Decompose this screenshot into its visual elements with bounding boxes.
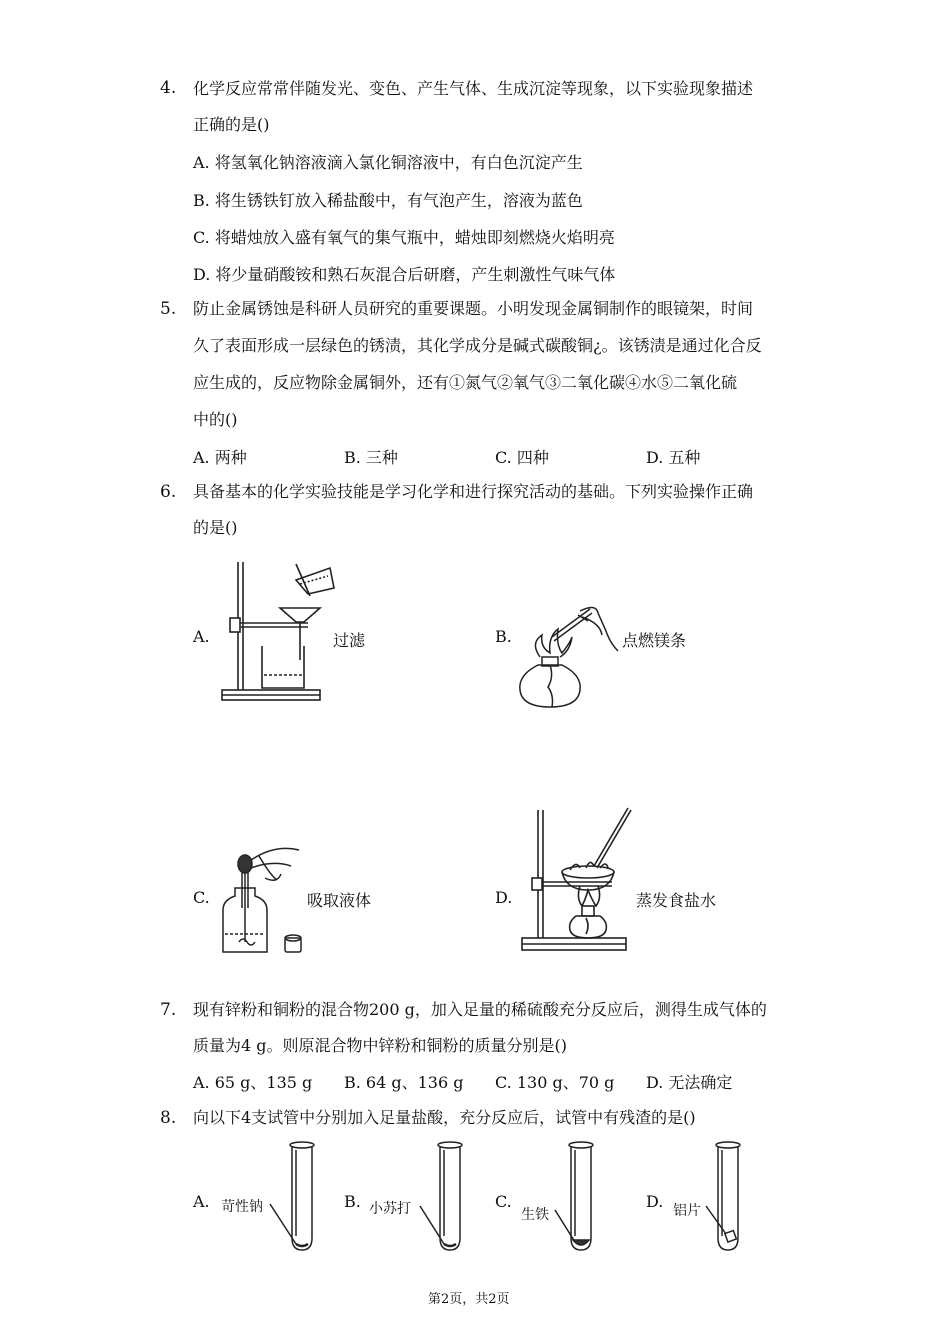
question-5-option-d: D. 五种: [646, 448, 701, 467]
filtration-apparatus-illustration: [218, 550, 338, 710]
question-6-line-1: 具备基本的化学实验技能是学习化学和进行探究活动的基础。下列实验操作正确: [193, 482, 754, 501]
figure-6c-caption: 吸取液体: [307, 891, 372, 910]
question-8-number: 8.: [160, 1108, 177, 1128]
question-4-option-c: C. 将蜡烛放入盛有氧气的集气瓶中，蜡烛即刻燃烧火焰明亮: [193, 228, 615, 247]
figure-6d-letter: D.: [495, 888, 513, 907]
question-5-line-2: 久了表面形成一层绿色的锈渍，其化学成分是碱式碳酸铜¿。该锈渍是通过化合反: [193, 336, 762, 355]
figure-8c-letter: C.: [495, 1192, 512, 1211]
question-7-option-a: A. 65 g、135 g: [193, 1073, 313, 1092]
question-7-option-c: C. 130 g、70 g: [495, 1073, 615, 1092]
question-5-number: 5.: [160, 299, 177, 319]
figure-8a-letter: A.: [193, 1192, 210, 1211]
question-5-line-1: 防止金属锈蚀是科研人员研究的重要课题。小明发现金属铜制作的眼镜架，时间: [193, 299, 754, 318]
question-6-line-2: 的是(): [193, 518, 238, 537]
question-5-line-4: 中的(): [193, 410, 238, 429]
figure-8b-letter: B.: [344, 1192, 361, 1211]
pipette-illustration: [215, 838, 310, 958]
question-5-option-a: A. 两种: [193, 448, 247, 467]
figure-8d-caption: 铝片: [673, 1203, 701, 1219]
question-4-number: 4.: [160, 78, 177, 98]
figure-6d-caption: 蒸发食盐水: [636, 891, 717, 910]
question-4-option-b: B. 将生锈铁钉放入稀盐酸中，有气泡产生，溶液为蓝色: [193, 191, 583, 210]
figure-8c-caption: 生铁: [521, 1207, 549, 1223]
test-tube-a-illustration: [270, 1140, 330, 1255]
figure-6a-letter: A.: [193, 627, 210, 646]
question-6-number: 6.: [160, 482, 177, 502]
figure-6a-caption: 过滤: [333, 631, 366, 650]
question-7-option-b: B. 64 g、136 g: [344, 1073, 464, 1092]
figure-8d-letter: D.: [646, 1192, 664, 1211]
test-tube-d-illustration: [700, 1140, 760, 1255]
figure-8b-caption: 小苏打: [369, 1201, 411, 1217]
question-7-option-d: D. 无法确定: [646, 1073, 733, 1092]
page-footer: 第2页，共2页: [428, 1292, 510, 1307]
question-8-line-1: 向以下4支试管中分别加入足量盐酸，充分反应后，试管中有残渣的是(): [193, 1108, 696, 1127]
magnesium-burning-illustration: [510, 595, 620, 715]
question-4-option-a: A. 将氢氧化钠溶液滴入氯化铜溶液中，有白色沉淀产生: [193, 153, 583, 172]
question-4-line-1: 化学反应常常伴随发光、变色、产生气体、生成沉淀等现象，以下实验现象描述: [193, 79, 754, 98]
question-5-option-c: C. 四种: [495, 448, 549, 467]
evaporation-apparatus-illustration: [520, 806, 635, 956]
figure-6c-letter: C.: [193, 888, 210, 907]
question-4-option-d: D. 将少量硝酸铵和熟石灰混合后研磨，产生刺激性气味气体: [193, 265, 616, 284]
question-5-option-b: B. 三种: [344, 448, 398, 467]
test-tube-c-illustration: [555, 1140, 615, 1255]
test-tube-b-illustration: [420, 1140, 480, 1255]
figure-8a-caption: 苛性钠: [221, 1199, 263, 1215]
question-7-line-1: 现有锌粉和铜粉的混合物200 g，加入足量的稀硫酸充分反应后，测得生成气体的: [193, 1000, 767, 1019]
figure-6b-letter: B.: [495, 627, 512, 646]
question-7-number: 7.: [160, 1000, 177, 1020]
question-7-line-2: 质量为4 g。则原混合物中锌粉和铜粉的质量分别是(): [193, 1036, 567, 1055]
question-5-line-3: 应生成的，反应物除金属铜外，还有①氮气②氧气③二氧化碳④水⑤二氧化硫: [193, 373, 738, 392]
question-4-line-2: 正确的是(): [193, 115, 270, 134]
figure-6b-caption: 点燃镁条: [622, 631, 687, 650]
